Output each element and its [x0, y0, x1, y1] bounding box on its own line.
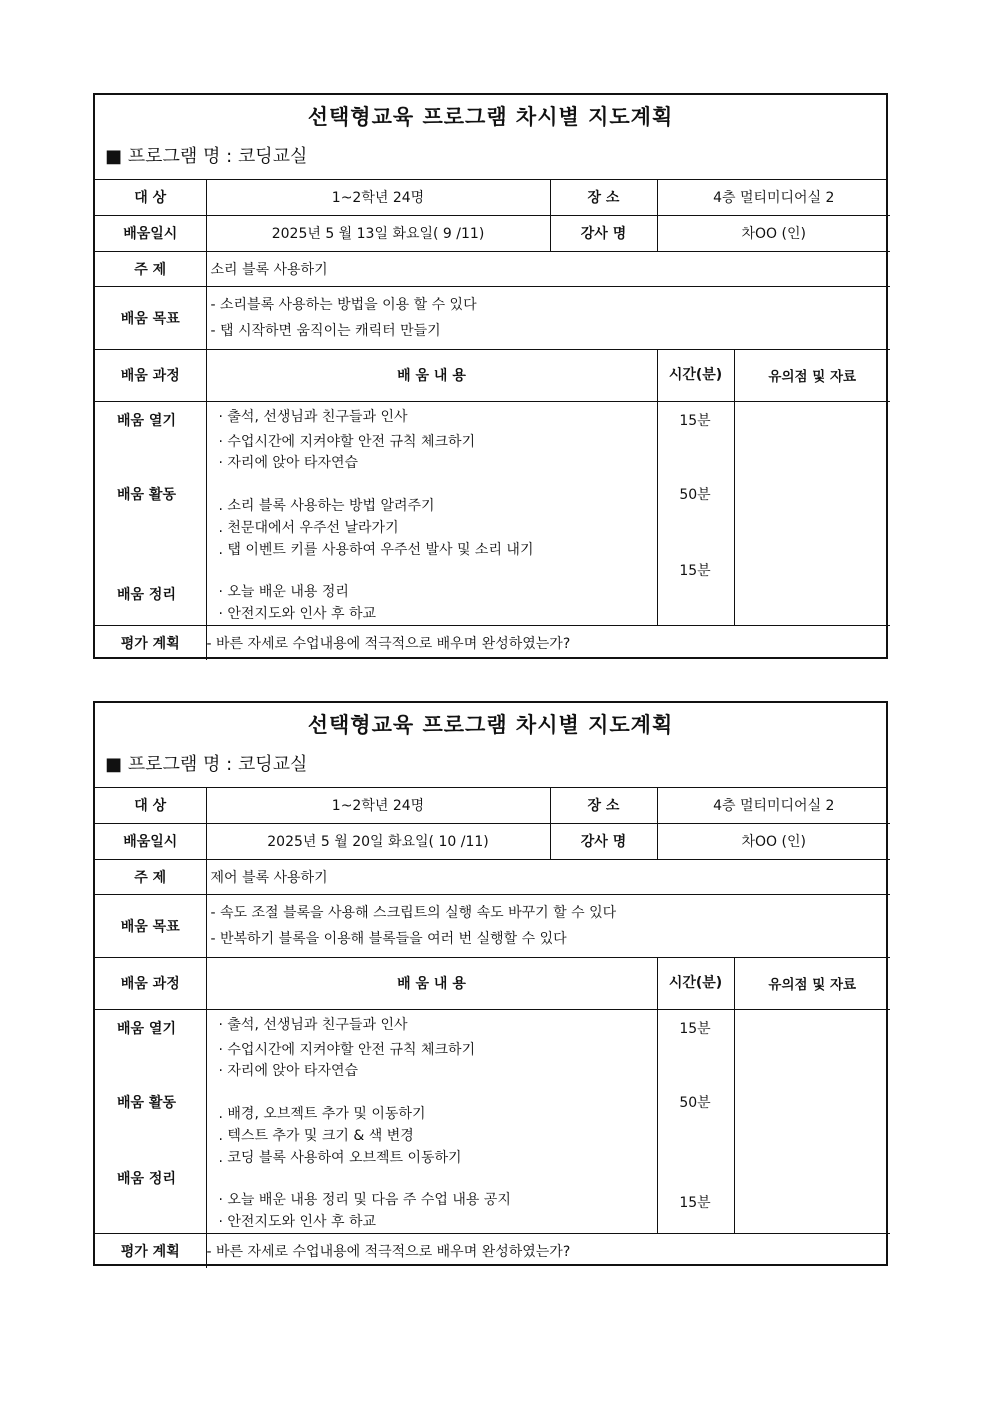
content-item: · 안전지도와 인사 후 하교 [218, 1213, 376, 1230]
content-label: 배 움 내 용 [206, 957, 657, 1009]
target-label: 대 상 [95, 180, 206, 215]
topic-value: 제어 블록 사용하기 [206, 859, 890, 894]
topic-label: 주 제 [95, 859, 206, 894]
notes-column [734, 1009, 890, 1233]
teacher-label: 강사 명 [550, 823, 657, 859]
date-label: 배움일시 [95, 823, 206, 859]
phase-open: 배움 열기 [117, 1020, 176, 1037]
target-value: 1~2학년 24명 [206, 788, 550, 823]
content-item: · 수업시간에 지켜야할 안전 규칙 체크하기 [218, 433, 476, 450]
phase-open: 배움 열기 [117, 412, 176, 429]
target-label: 대 상 [95, 788, 206, 823]
content-item: . 코딩 블록 사용하여 오브젝트 이동하기 [218, 1149, 462, 1166]
place-value: 4층 멀티미디어실 2 [657, 788, 890, 823]
target-value: 1~2학년 24명 [206, 180, 550, 215]
phase-activity: 배움 활동 [117, 1094, 176, 1111]
topic-value: 소리 블록 사용하기 [206, 251, 890, 286]
goal-label: 배움 목표 [95, 286, 206, 349]
place-label: 장 소 [550, 788, 657, 823]
plan-title: 선택형교육 프로그램 차시별 지도계획 [307, 713, 674, 737]
content-item: · 수업시간에 지켜야할 안전 규칙 체크하기 [218, 1041, 476, 1058]
content-item: · 오늘 배운 내용 정리 [218, 583, 349, 600]
lesson-plan-2 [93, 701, 888, 1266]
time-value: 15분 [679, 1194, 711, 1211]
content-item: . 배경, 오브젝트 추가 및 이동하기 [218, 1105, 426, 1122]
teacher-value: 차OO (인) [657, 215, 890, 251]
time-label: 시간(분) [657, 957, 734, 1009]
goal-item: - 탭 시작하면 움직이는 캐릭터 만들기 [210, 322, 441, 339]
process-label: 배움 과정 [95, 349, 206, 401]
content-item: · 오늘 배운 내용 정리 및 다음 주 수업 내용 공지 [218, 1191, 511, 1208]
content-item: · 출석, 선생님과 친구들과 인사 [218, 1016, 408, 1033]
goal-label: 배움 목표 [95, 894, 206, 957]
eval-label: 평가 계획 [95, 625, 206, 660]
date-value: 2025년 5 월 13일 화요일( 9 /11) [206, 215, 550, 251]
content-item: · 자리에 앉아 타자연습 [218, 1062, 359, 1079]
lesson-plan-1 [93, 93, 888, 659]
time-value: 15분 [679, 1020, 711, 1037]
notes-column [734, 401, 890, 625]
plan-title: 선택형교육 프로그램 차시별 지도계획 [307, 105, 674, 129]
content-item: · 안전지도와 인사 후 하교 [218, 605, 376, 622]
content-column [206, 1009, 657, 1233]
content-item: · 자리에 앉아 타자연습 [218, 454, 359, 471]
time-value: 50분 [679, 1094, 711, 1111]
eval-value: - 바른 자세로 수업내용에 적극적으로 배우며 완성하였는가? [206, 625, 890, 660]
phase-column [95, 1009, 206, 1233]
teacher-label: 강사 명 [550, 215, 657, 251]
content-item: . 소리 블록 사용하는 방법 알려주기 [218, 497, 435, 514]
time-value: 15분 [679, 412, 711, 429]
content-item: . 탭 이벤트 키를 사용하여 우주선 발사 및 소리 내기 [218, 541, 534, 558]
eval-label: 평가 계획 [95, 1233, 206, 1268]
goal-item: - 소리블록 사용하는 방법을 이용 할 수 있다 [210, 296, 477, 313]
date-label: 배움일시 [95, 215, 206, 251]
plan-table [95, 180, 890, 660]
eval-value: - 바른 자세로 수업내용에 적극적으로 배우며 완성하였는가? [206, 1233, 890, 1268]
time-label: 시간(분) [657, 349, 734, 401]
time-column [657, 1009, 734, 1233]
goal-list [206, 286, 890, 349]
plan-table [95, 788, 890, 1268]
program-name: ■ 프로그램 명 : 코딩교실 [95, 747, 886, 788]
phase-close: 배움 정리 [117, 1170, 176, 1187]
goal-list [206, 894, 890, 957]
notes-label: 유의점 및 자료 [734, 957, 890, 1009]
goal-item: - 반복하기 블록을 이용해 블록들을 여러 번 실행할 수 있다 [210, 930, 567, 947]
content-label: 배 움 내 용 [206, 349, 657, 401]
time-column [657, 401, 734, 625]
topic-label: 주 제 [95, 251, 206, 286]
phase-column [95, 401, 206, 625]
phase-close: 배움 정리 [117, 586, 176, 603]
goal-item: - 속도 조절 블록을 사용해 스크립트의 실행 속도 바꾸기 할 수 있다 [210, 904, 617, 921]
place-label: 장 소 [550, 180, 657, 215]
content-item: . 텍스트 추가 및 크기 & 색 변경 [218, 1127, 414, 1144]
content-column [206, 401, 657, 625]
date-value: 2025년 5 월 20일 화요일( 10 /11) [206, 823, 550, 859]
teacher-value: 차OO (인) [657, 823, 890, 859]
place-value: 4층 멀티미디어실 2 [657, 180, 890, 215]
notes-label: 유의점 및 자료 [734, 349, 890, 401]
process-label: 배움 과정 [95, 957, 206, 1009]
content-item: · 출석, 선생님과 친구들과 인사 [218, 408, 408, 425]
time-value: 50분 [679, 486, 711, 503]
time-value: 15분 [679, 562, 711, 579]
phase-activity: 배움 활동 [117, 486, 176, 503]
program-name: ■ 프로그램 명 : 코딩교실 [95, 139, 886, 180]
content-item: . 천문대에서 우주선 날라가기 [218, 519, 399, 536]
